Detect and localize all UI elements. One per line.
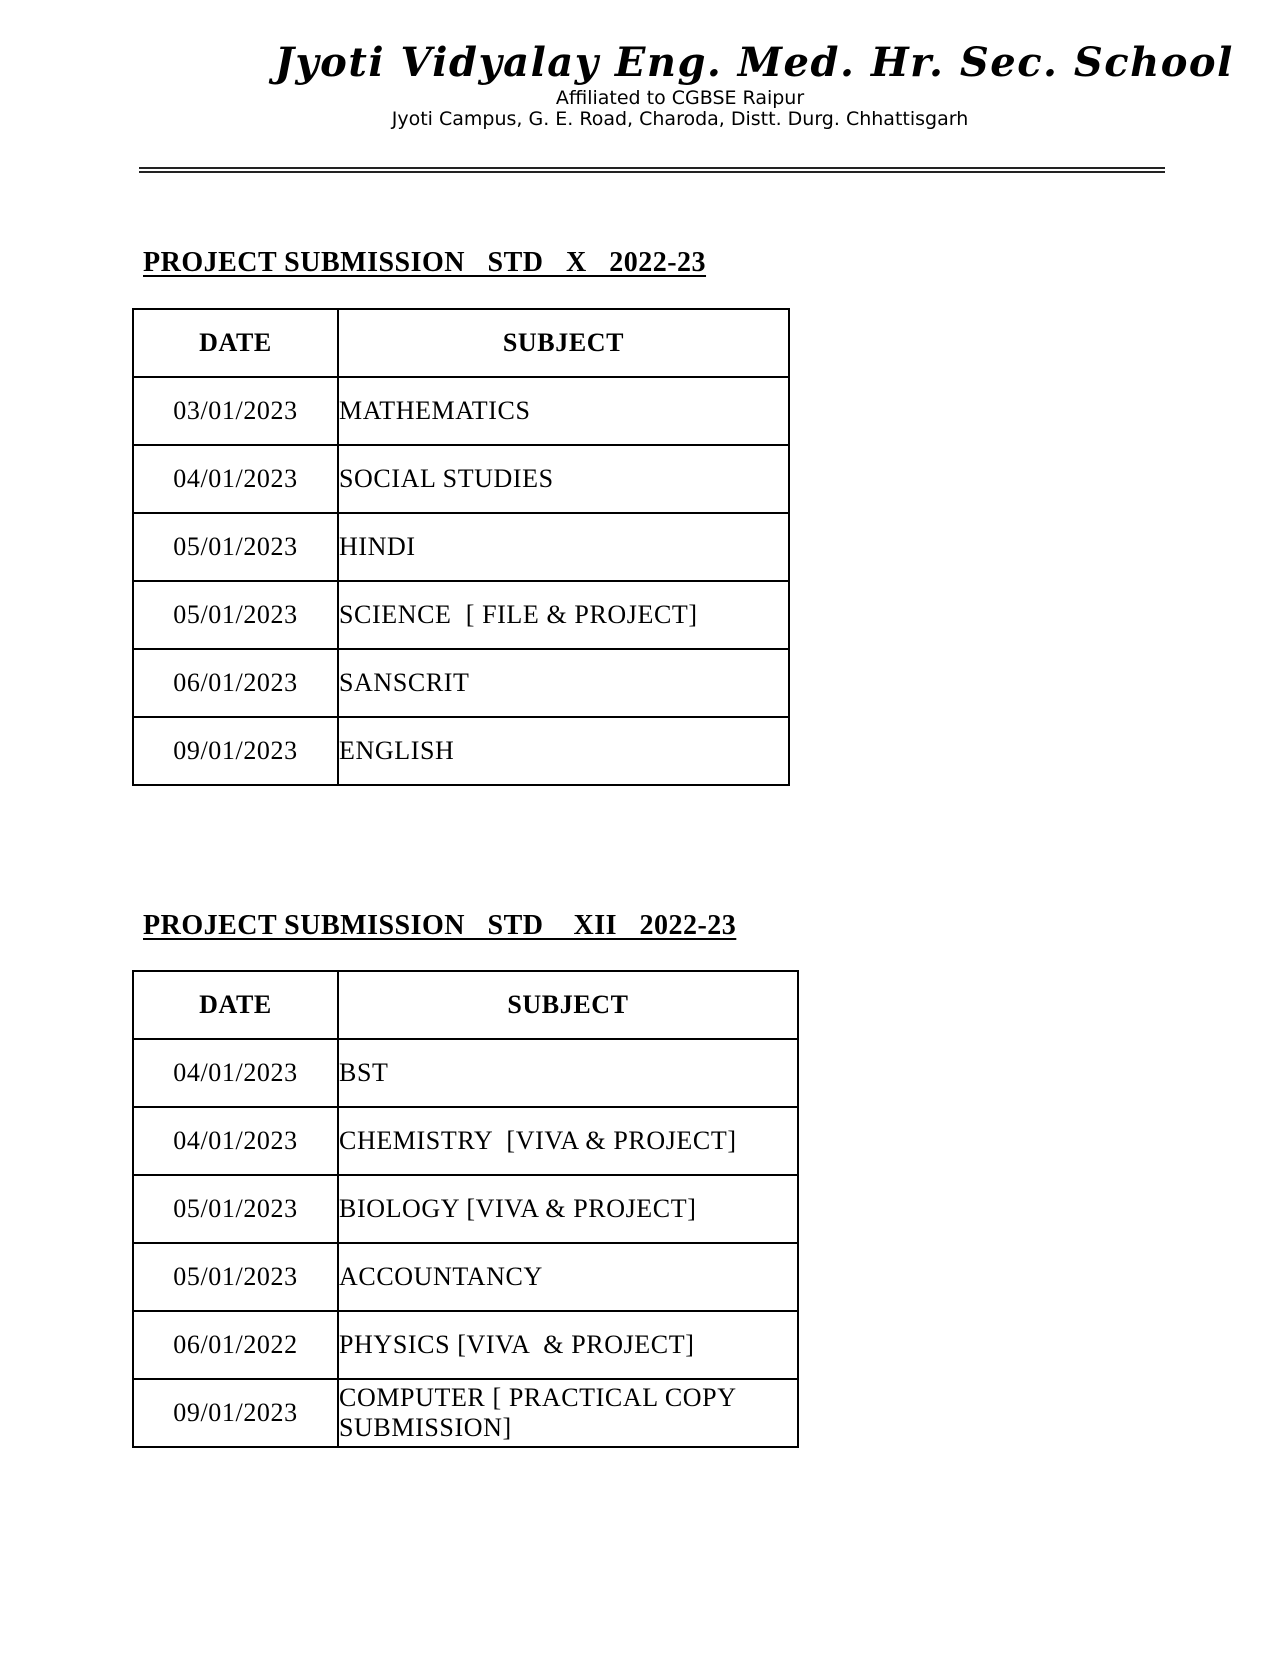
table-row [133,1243,798,1311]
subject-column-header: SUBJECT [338,309,789,377]
date-cell: 03/01/2023 [133,377,338,445]
subject-cell: MATHEMATICS [338,377,789,445]
date-cell: 05/01/2023 [133,1175,338,1243]
table-header-row [133,971,798,1039]
table-row [133,1107,798,1175]
subject-cell: HINDI [338,513,789,581]
subject-column-header: SUBJECT [338,971,798,1039]
school-name: Jyoti Vidyalay Eng. Med. Hr. Sec. School [275,39,1234,86]
date-cell: 06/01/2023 [133,649,338,717]
table-row [133,445,789,513]
date-cell: 04/01/2023 [133,445,338,513]
date-cell: 09/01/2023 [133,717,338,785]
subject-cell: PHYSICS [VIVA & PROJECT] [338,1311,798,1379]
table-row [133,1311,798,1379]
table-row [133,649,789,717]
date-cell: 04/01/2023 [133,1107,338,1175]
table-row [133,513,789,581]
table-row [133,1379,798,1447]
date-column-header: DATE [133,309,338,377]
subject-cell: SCIENCE [ FILE & PROJECT] [338,581,789,649]
date-cell: 09/01/2023 [133,1379,338,1447]
std-x-schedule-table [132,308,790,786]
rule-line-bottom [139,171,1165,173]
section-x-title: PROJECT SUBMISSION STD X 2022-23 [143,247,707,278]
subject-cell: BIOLOGY [VIVA & PROJECT] [338,1175,798,1243]
subject-cell: SOCIAL STUDIES [338,445,789,513]
date-cell: 04/01/2023 [133,1039,338,1107]
table-row [133,1039,798,1107]
address-line: Jyoti Campus, G. E. Road, Charoda, Distt. Durg. Chhattisgarh [391,108,969,130]
subject-cell: ENGLISH [338,717,789,785]
table-header-row [133,309,789,377]
table-row [133,717,789,785]
date-cell: 05/01/2023 [133,581,338,649]
affiliation-line: Affiliated to CGBSE Raipur [555,87,805,109]
date-column-header: DATE [133,971,338,1039]
subject-cell: ACCOUNTANCY [338,1243,798,1311]
section-xii-title: PROJECT SUBMISSION STD XII 2022-23 [143,910,737,941]
table-row [133,1175,798,1243]
header-double-rule [139,167,1165,173]
table-row [133,581,789,649]
subject-cell: CHEMISTRY [VIVA & PROJECT] [338,1107,798,1175]
subject-cell: BST [338,1039,798,1107]
date-cell: 06/01/2022 [133,1311,338,1379]
subject-cell: SANSCRIT [338,649,789,717]
table-row [133,377,789,445]
rule-line-top [139,167,1165,169]
subject-cell: COMPUTER [ PRACTICAL COPY SUBMISSION] [338,1379,798,1447]
date-cell: 05/01/2023 [133,1243,338,1311]
std-xii-schedule-table [132,970,799,1448]
date-cell: 05/01/2023 [133,513,338,581]
